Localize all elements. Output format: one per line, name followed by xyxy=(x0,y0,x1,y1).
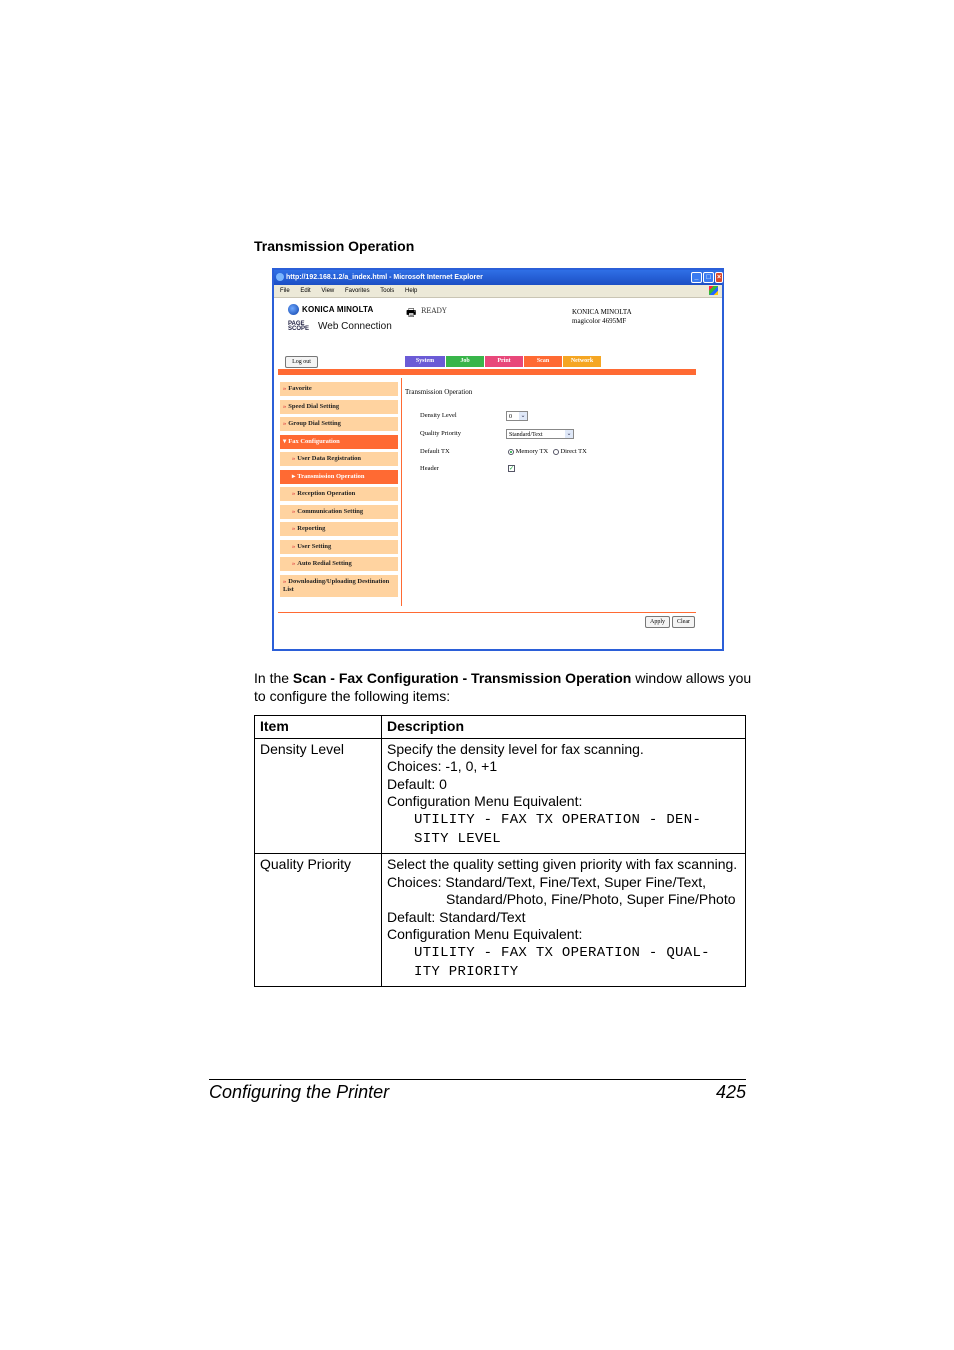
menu-edit[interactable]: Edit xyxy=(300,288,311,294)
default-tx-label: Default TX xyxy=(420,448,450,455)
table-header-row xyxy=(255,716,746,739)
density-level-value: 0 xyxy=(509,414,512,420)
menu-bar xyxy=(274,285,722,298)
description-cell xyxy=(382,853,746,986)
windows-logo-icon xyxy=(709,286,718,295)
menu-tools[interactable]: Tools xyxy=(380,288,395,294)
intro-suffix: window allows you to configure the following items: xyxy=(254,670,752,704)
direct-tx-radio[interactable] xyxy=(553,449,559,455)
sidebar-item-reception-operation[interactable]: » Reception Operation xyxy=(280,487,398,501)
content-title: Transmission Operation xyxy=(405,388,473,396)
menu-help[interactable]: Help xyxy=(404,288,418,294)
konica-minolta-logo-icon xyxy=(288,304,299,315)
description-line: Standard/Photo, Fine/Photo, Super Fine/Photo xyxy=(446,891,736,908)
printer-status-icon: 🖶 xyxy=(406,307,417,319)
footer-rule xyxy=(209,1079,746,1080)
header-checkbox[interactable]: ✓ xyxy=(509,466,515,472)
device-model: magicolor 4695MF xyxy=(572,317,627,325)
web-connection-label: Web Connection xyxy=(318,321,392,332)
description-line: Select the quality setting given priority with fax scanning. xyxy=(387,855,738,872)
menu-path: UTILITY - FAX TX OPERATION - QUAL- xyxy=(414,944,710,961)
menu-favorites[interactable]: Favorites xyxy=(344,288,370,294)
description-cell xyxy=(382,738,746,853)
header-divider xyxy=(278,369,696,375)
footer-divider xyxy=(278,612,696,613)
sidebar-item-user-data-registration[interactable]: » User Data Registration xyxy=(280,452,398,466)
quality-priority-select[interactable] xyxy=(506,429,574,439)
description-line: Choices: -1, 0, +1 xyxy=(387,758,498,775)
intro-prefix: In the xyxy=(254,670,293,686)
footer-chapter-title: Configuring the Printer xyxy=(209,1082,390,1102)
memory-tx-label: Memory TX xyxy=(515,448,549,455)
chevron-down-icon: ⌄ xyxy=(566,431,572,437)
sidebar-item-group-dial[interactable]: » Group Dial Setting xyxy=(280,417,398,431)
sidebar-item-download-upload[interactable]: » Downloading/Uploading Destination List xyxy=(280,575,398,597)
menu-view[interactable]: View xyxy=(321,288,335,294)
intro-bold: Scan - Fax Configuration - Transmission Operation xyxy=(292,670,632,686)
item-cell: Density Level xyxy=(255,738,382,853)
menu-file[interactable]: File xyxy=(280,288,290,294)
main-tabs xyxy=(405,356,602,367)
sidebar-item-transmission-operation[interactable]: ▸ Transmission Operation xyxy=(280,470,398,484)
memory-tx-radio[interactable] xyxy=(508,449,514,455)
close-icon[interactable]: × xyxy=(716,274,722,281)
logout-button[interactable]: Log out xyxy=(285,356,318,368)
description-line: Default: Standard/Text xyxy=(387,908,526,925)
density-level-label: Density Level xyxy=(420,412,457,419)
description-line: Choices: Standard/Text, Fine/Text, Super Fine/Text, xyxy=(387,873,707,890)
quality-priority-label: Quality Priority xyxy=(420,430,461,437)
device-maker: KONICA MINOLTA xyxy=(572,308,632,316)
sidebar-item-user-setting[interactable]: » User Setting xyxy=(280,540,398,554)
tab-system[interactable]: System xyxy=(405,356,445,367)
clear-button[interactable]: Clear xyxy=(672,616,695,628)
section-title: Transmission Operation xyxy=(254,238,415,254)
density-level-select[interactable] xyxy=(506,411,528,421)
tab-job[interactable]: Job xyxy=(446,356,484,367)
ie-icon xyxy=(276,273,284,281)
description-line: Default: 0 xyxy=(387,775,447,792)
minimize-icon[interactable]: _ xyxy=(691,272,702,283)
intro-paragraph xyxy=(254,669,754,705)
tab-network[interactable]: Network xyxy=(563,356,601,367)
menu-path: SITY LEVEL xyxy=(414,830,502,847)
sidebar-item-auto-redial[interactable]: » Auto Redial Setting xyxy=(280,557,398,571)
tab-print[interactable]: Print xyxy=(485,356,523,367)
window-titlebar xyxy=(274,270,722,285)
table-row xyxy=(255,853,746,986)
window-title: http://192.168.1.2/a_index.html - Microsoft Internet Explorer xyxy=(286,274,483,281)
apply-button[interactable]: Apply xyxy=(645,616,670,628)
description-line: Configuration Menu Equivalent: xyxy=(387,926,583,943)
sidebar-item-reporting[interactable]: » Reporting xyxy=(280,522,398,536)
sidebar-divider xyxy=(401,378,402,606)
sidebar-item-favorite[interactable]: » Favorite xyxy=(280,382,398,396)
pagescope-logo: PAGE SCOPE xyxy=(288,321,310,332)
menu-path: UTILITY - FAX TX OPERATION - DEN- xyxy=(414,811,702,828)
sidebar-item-speed-dial[interactable]: » Speed Dial Setting xyxy=(280,400,398,414)
sidebar xyxy=(280,382,398,600)
item-cell: Quality Priority xyxy=(255,853,382,986)
description-line: Configuration Menu Equivalent: xyxy=(387,793,583,810)
menu-path: ITY PRIORITY xyxy=(414,963,519,980)
items-table xyxy=(254,715,746,987)
header-label: Header xyxy=(420,465,439,472)
tab-scan[interactable]: Scan xyxy=(524,356,562,367)
column-header-description: Description xyxy=(382,716,746,739)
page-number: 425 xyxy=(715,1082,746,1102)
browser-window-screenshot xyxy=(272,268,724,651)
maximize-icon[interactable]: □ xyxy=(703,272,714,283)
sidebar-item-communication-setting[interactable]: » Communication Setting xyxy=(280,505,398,519)
direct-tx-label: Direct TX xyxy=(560,448,587,455)
default-tx-radios xyxy=(508,448,587,455)
column-header-item: Item xyxy=(255,716,382,739)
description-line: Specify the density level for fax scanning. xyxy=(387,740,644,757)
sidebar-item-fax-configuration[interactable]: ▾ Fax Configuration xyxy=(280,435,398,449)
table-row xyxy=(255,738,746,853)
quality-priority-value: Standard/Text xyxy=(509,432,543,438)
status-text: READY xyxy=(421,307,447,315)
chevron-down-icon: ⌄ xyxy=(520,413,526,419)
brand-name: KONICA MINOLTA xyxy=(302,305,374,314)
